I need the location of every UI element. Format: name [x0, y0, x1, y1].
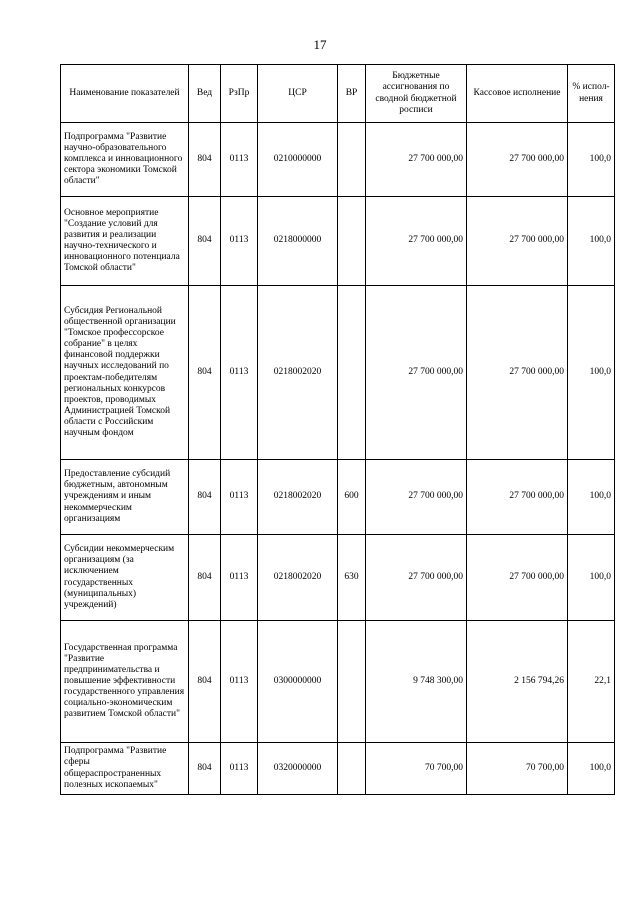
cell-rzpr: 0113: [221, 621, 258, 743]
cell-csr: 0218000000: [258, 197, 338, 286]
cell-pct: 100,0: [568, 123, 615, 197]
cell-name: Подпрограмма "Развитие сферы общераспространенных полезных ископаемых": [61, 743, 189, 795]
cell-rzpr: 0113: [221, 535, 258, 621]
cell-rzpr: 0113: [221, 286, 258, 460]
header-budget: Бюджетные ассигнования по сводной бюджетной росписи: [366, 65, 467, 123]
cell-vr: [338, 123, 366, 197]
cell-name: Основное мероприятие "Создание условий для развития и реализации научно-технического и инновационного потенциала Томской области": [61, 197, 189, 286]
cell-csr: 0218002020: [258, 286, 338, 460]
cell-ved: 804: [189, 460, 221, 535]
cell-ved: 804: [189, 621, 221, 743]
budget-execution-table: [60, 64, 615, 795]
cell-csr: 0300000000: [258, 621, 338, 743]
cell-csr: 0218002020: [258, 535, 338, 621]
cell-kassa: 70 700,00: [467, 743, 568, 795]
cell-name: Субсидии некоммерческим организациям (за исключением государственных (муниципальных) учреждений): [61, 535, 189, 621]
table-header-row: [61, 65, 615, 123]
cell-budget: 27 700 000,00: [366, 286, 467, 460]
cell-rzpr: 0113: [221, 197, 258, 286]
cell-vr: [338, 743, 366, 795]
cell-budget: 27 700 000,00: [366, 460, 467, 535]
table-row: [61, 286, 615, 460]
cell-budget: 27 700 000,00: [366, 123, 467, 197]
cell-pct: 100,0: [568, 743, 615, 795]
cell-rzpr: 0113: [221, 123, 258, 197]
cell-kassa: 27 700 000,00: [467, 460, 568, 535]
cell-vr: [338, 621, 366, 743]
table-row: [61, 621, 615, 743]
cell-vr: [338, 286, 366, 460]
cell-budget: 27 700 000,00: [366, 197, 467, 286]
header-pct: % испол-нения: [568, 65, 615, 123]
table-row: [61, 123, 615, 197]
cell-pct: 100,0: [568, 286, 615, 460]
cell-kassa: 27 700 000,00: [467, 535, 568, 621]
cell-ved: 804: [189, 286, 221, 460]
header-ved: Вед: [189, 65, 221, 123]
table-row: [61, 460, 615, 535]
page-number: 17: [313, 37, 327, 52]
cell-ved: 804: [189, 535, 221, 621]
cell-budget: 27 700 000,00: [366, 535, 467, 621]
cell-budget: 70 700,00: [366, 743, 467, 795]
cell-vr: 600: [338, 460, 366, 535]
table-row: [61, 535, 615, 621]
cell-ved: 804: [189, 743, 221, 795]
cell-ved: 804: [189, 123, 221, 197]
header-csr: ЦСР: [258, 65, 338, 123]
cell-budget: 9 748 300,00: [366, 621, 467, 743]
cell-name: Субсидия Региональной общественной организации "Томское профессорское собрание" в целях финансовой поддержки научных исследований по проектам-победителям региональных конкурсов проектов, проводимых Администрацией Томской области с Российским научным фондом: [61, 286, 189, 460]
table-row: [61, 743, 615, 795]
cell-csr: 0320000000: [258, 743, 338, 795]
cell-name: Подпрограмма "Развитие научно-образовательного комплекса и инновационного сектора экономики Томской области": [61, 123, 189, 197]
header-kassa: Кассовое исполнение: [467, 65, 568, 123]
cell-kassa: 2 156 794,26: [467, 621, 568, 743]
header-vr: ВР: [338, 65, 366, 123]
cell-kassa: 27 700 000,00: [467, 286, 568, 460]
cell-pct: 22,1: [568, 621, 615, 743]
cell-ved: 804: [189, 197, 221, 286]
cell-pct: 100,0: [568, 460, 615, 535]
cell-kassa: 27 700 000,00: [467, 123, 568, 197]
cell-rzpr: 0113: [221, 743, 258, 795]
header-rzpr: РзПр: [221, 65, 258, 123]
cell-pct: 100,0: [568, 535, 615, 621]
cell-name: Государственная программа "Развитие предпринимательства и повышение эффективности государственного управления социально-экономическим развитием Томской области": [61, 621, 189, 743]
cell-name: Предоставление субсидий бюджетным, автономным учреждениям и иным некоммерческим организациям: [61, 460, 189, 535]
cell-vr: 630: [338, 535, 366, 621]
table-row: [61, 197, 615, 286]
header-name: Наименование показателей: [61, 65, 189, 123]
cell-vr: [338, 197, 366, 286]
cell-kassa: 27 700 000,00: [467, 197, 568, 286]
cell-pct: 100,0: [568, 197, 615, 286]
cell-rzpr: 0113: [221, 460, 258, 535]
cell-csr: 0210000000: [258, 123, 338, 197]
cell-csr: 0218002020: [258, 460, 338, 535]
